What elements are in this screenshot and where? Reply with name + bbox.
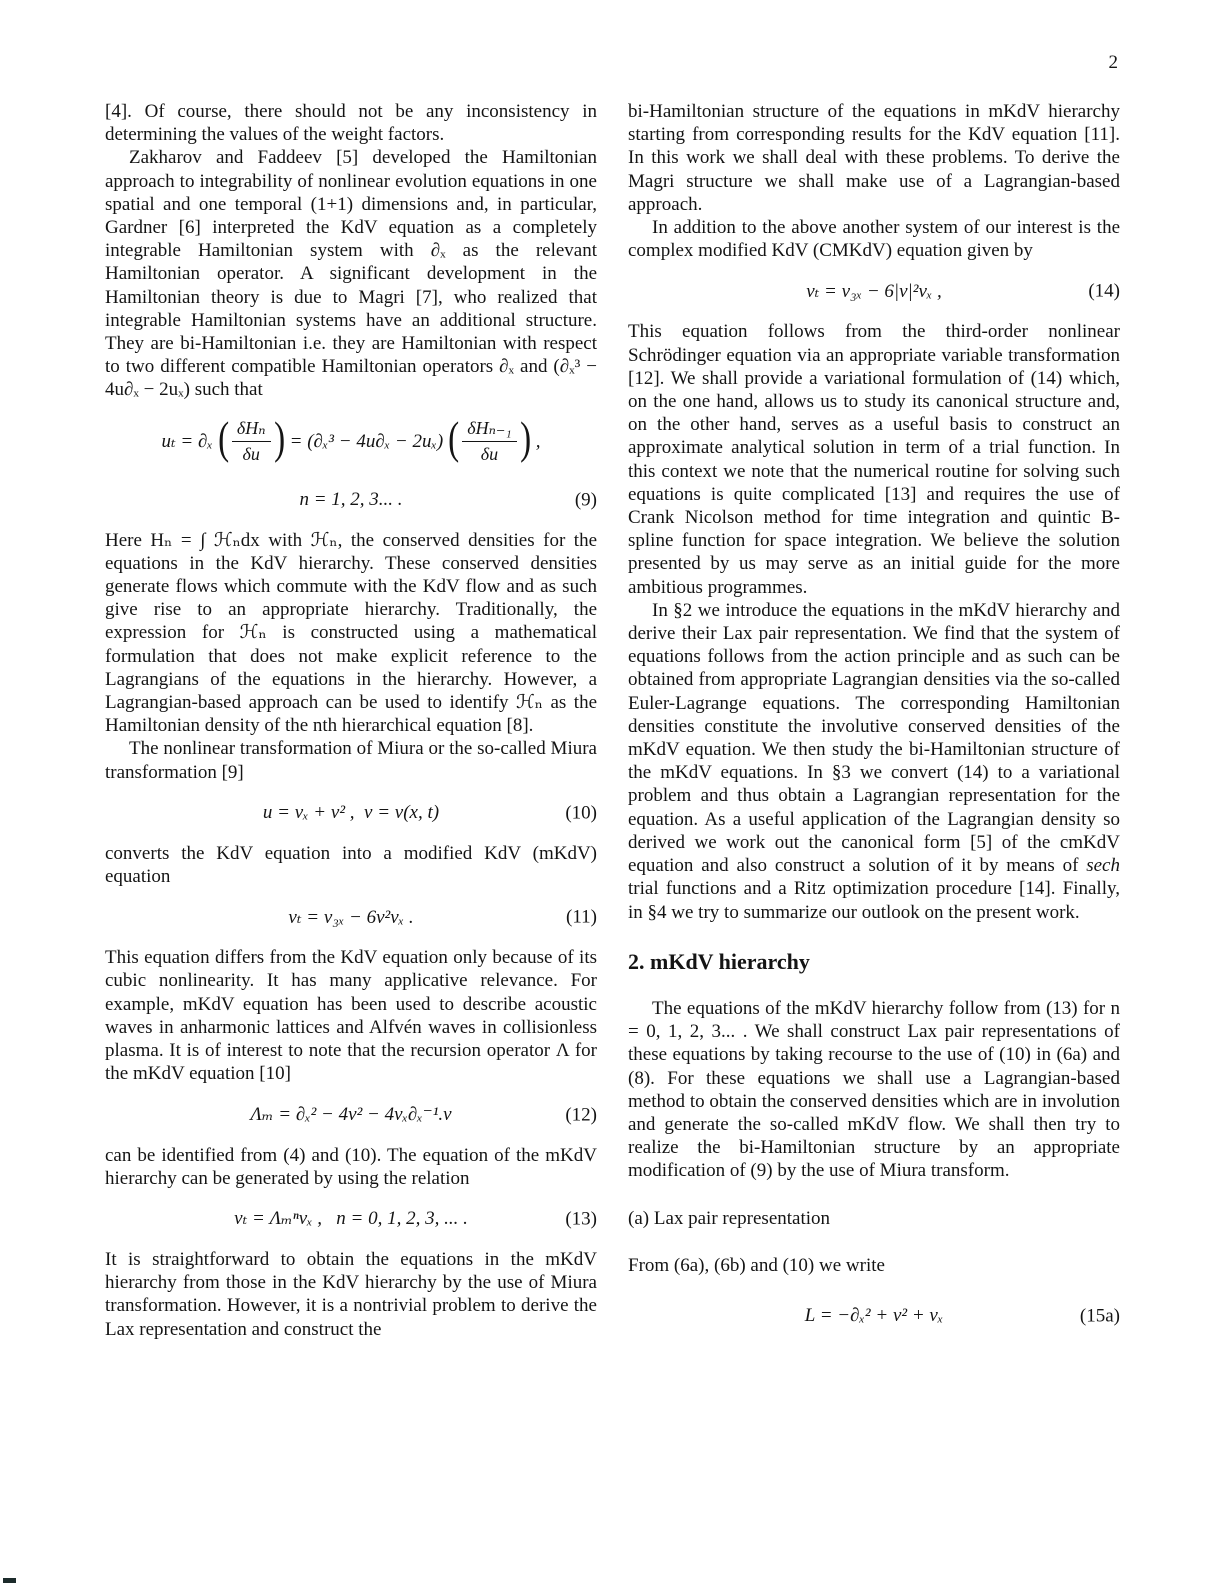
equation-number: (12) <box>565 1103 597 1125</box>
left-paren: ( <box>448 412 460 464</box>
fraction <box>232 418 271 465</box>
equation-11 <box>105 904 597 930</box>
equation-number: (11) <box>566 906 597 928</box>
fraction-denominator: δu <box>480 443 499 464</box>
right-paren: ) <box>273 412 285 464</box>
right-column <box>628 100 1120 1345</box>
scan-artifact <box>3 1578 16 1583</box>
paragraph: In addition to the above another system of our interest is the complex modified KdV (CMKdV) equation given by <box>628 217 1120 262</box>
paragraph: This equation differs from the KdV equation only because of its cubic nonlinearity. It has many applicative relevance. For example, mKdV equation has been used to describe acoustic waves in anharmonic lattices and Alfvén waves in collisionless plasma. It is of interest to note that the recursion operator Λ for the mKdV equation [10] <box>105 947 597 1085</box>
left-column <box>105 100 597 1345</box>
equation-text: u = vₓ + v² , v = v(x, t) <box>262 802 440 824</box>
equation-12 <box>105 1102 597 1128</box>
page-number: 2 <box>1108 52 1118 73</box>
equation-text: vₜ = Λₘⁿvₓ , n = 0, 1, 2, 3, ... . <box>234 1208 468 1230</box>
fraction-numerator: δHₙ₋₁ <box>462 418 516 442</box>
equation-number: (14) <box>1088 280 1120 302</box>
equation-text: vₜ = v₃ₓ − 6v²vₓ . <box>288 906 414 928</box>
equation-number: (10) <box>565 802 597 824</box>
paragraph: The equations of the mKdV hierarchy follow from (13) for n = 0, 1, 2, 3... . We shall construct Lax pair representations of these equations by taking recourse to the use of (10) in (6a) and (8). For these equations we shall use a Lagrangian-based method to obtain the conserved densities which are in involution and generate the so-called mKdV flow. We shall then try to realize the bi-Hamiltonian structure by an appropriate modification of (9) by the use of Miura transform. <box>628 997 1120 1182</box>
equation-9-line1 <box>105 412 597 465</box>
paragraph: [4]. Of course, there should not be any inconsistency in determining the values of the weight factors. <box>105 101 597 146</box>
equation-15a <box>628 1303 1120 1329</box>
paragraph: converts the KdV equation into a modified KdV (mKdV) equation <box>105 842 597 888</box>
equation-number: (13) <box>565 1208 597 1230</box>
paragraph-text: In §2 we introduce the equations in the mKdV hierarchy and derive their Lax pair representation. We find that the system of equations follows from the action principle and as such can be obtained from appropriate Lagrangian densities via the so-called Euler-Lagrange equations. The corresponding Hamiltonian densities constitute the involutive conserved densities of the mKdV equation. We then study the bi-Hamiltonian structure of the mKdV equations. In §3 we convert (14) to a variational problem and thus obtain a Lagrangian representation for the equation. As a useful application of the Lagrangian density so derived we work out the canonical form [5] of the cmKdV equation and also construct a solution of it by means of <box>628 599 1120 877</box>
equation-14 <box>628 278 1120 304</box>
fraction-numerator: δHₙ <box>232 418 271 442</box>
paragraph-text: trial functions and a Ritz optimization procedure [14]. Finally, in §4 we try to summarize our outlook on the present work. <box>628 878 1120 923</box>
subsection-label: (a) Lax pair representation <box>628 1207 831 1229</box>
equation-text: uₜ = ∂ₓ <box>161 430 218 452</box>
equation-number: (9) <box>574 489 597 511</box>
equation-number: (15a) <box>1079 1305 1120 1327</box>
left-paren: ( <box>217 412 229 464</box>
equation-9-line2 <box>105 487 597 513</box>
equation-text: n = 1, 2, 3... . <box>299 489 403 511</box>
paragraph: It is straightforward to obtain the equations in the mKdV hierarchy from those in the KdV hierarchy by the use of Miura transformation. However, it is a nontrivial problem to derive the Lax representation and construct the <box>105 1248 597 1340</box>
equation-text: vₜ = v₃ₓ − 6|v|²vₓ , <box>806 280 942 302</box>
paragraph: Here Hₙ = ∫ ℋₙdx with ℋₙ, the conserved densities for the equations in the KdV hierarchy. These conserved densities generate flows which commute with the KdV flow and as such give rise to an appropriate hierarchy. Traditionally, the expression for ℋₙ is constructed using a mathematical formulation that does not make explicit reference to the Lagrangians of the equations in the hierarchy. However, a Lagrangian-based approach can be used to identify ℋₙ as the Hamiltonian density of the nth hierarchical equation [8]. <box>105 529 597 737</box>
paragraph: Zakharov and Faddeev [5] developed the Hamiltonian approach to integrability of nonlinear evolution equations in one spatial and one temporal (1+1) dimensions and, in particular, Gardner [6] interpreted the KdV equation as a completely integrable Hamiltonian system with ∂ₓ as the relevant Hamiltonian operator. A significant development in the Hamiltonian theory is due to Magri [7], who realized that integrable Hamiltonian systems have an additional structure. They are bi-Hamiltonian i.e. they are Hamiltonian with respect to two different compatible Hamiltonian operators ∂ₓ and (∂ₓ³ − 4u∂ₓ − 2uₓ) such that <box>105 147 597 401</box>
paragraph: The nonlinear transformation of Miura or the so-called Miura transformation [9] <box>105 738 597 783</box>
paragraph: This equation follows from the third-order nonlinear Schrödinger equation via an appropriate variable transformation [12]. We shall provide a variational formulation of (14) which, on the one hand, allows us to study its canonical structure and, on the other hand, serves as a useful basis to construct an approximate analytical solution in term of a trial function. In this context we note that the numerical routine for solving such equations is quite complicated [13] and requires the use of Crank Nicolson method for time integration and quintic B-spline function for space integration. We believe the solution presented by us may serve as an initial guide for the more ambitious programmes. <box>628 321 1120 598</box>
paragraph: can be identified from (4) and (10). The equation of the mKdV hierarchy can be generated by using the relation <box>105 1144 597 1189</box>
equation-text: , <box>531 430 541 452</box>
equation-9 <box>105 412 597 513</box>
paragraph: bi-Hamiltonian structure of the equations in mKdV hierarchy starting from corresponding results for the KdV equation [11]. In this work we shall deal with these problems. To derive the Magri structure we shall make use of a Lagrangian-based approach. <box>628 101 1120 215</box>
fraction-denominator: δu <box>242 443 260 464</box>
equation-text: L = −∂ₓ² + v² + vₓ <box>804 1305 944 1327</box>
equation-10 <box>105 800 597 826</box>
section-heading: 2. mKdV hierarchy <box>628 948 810 974</box>
right-paren: ) <box>519 412 531 464</box>
equation-text: = (∂ₓ³ − 4u∂ₓ − 2uₓ) <box>284 430 448 452</box>
paragraph <box>628 599 1120 924</box>
equation-text: Λₘ = ∂ₓ² − 4v² − 4vₓ∂ₓ⁻¹.v <box>250 1103 452 1125</box>
page-content <box>105 100 1121 1345</box>
equation-13 <box>105 1206 597 1232</box>
fraction <box>462 418 516 465</box>
italic-term: sech <box>1086 855 1120 877</box>
paragraph: From (6a), (6b) and (10) we write <box>628 1254 885 1276</box>
